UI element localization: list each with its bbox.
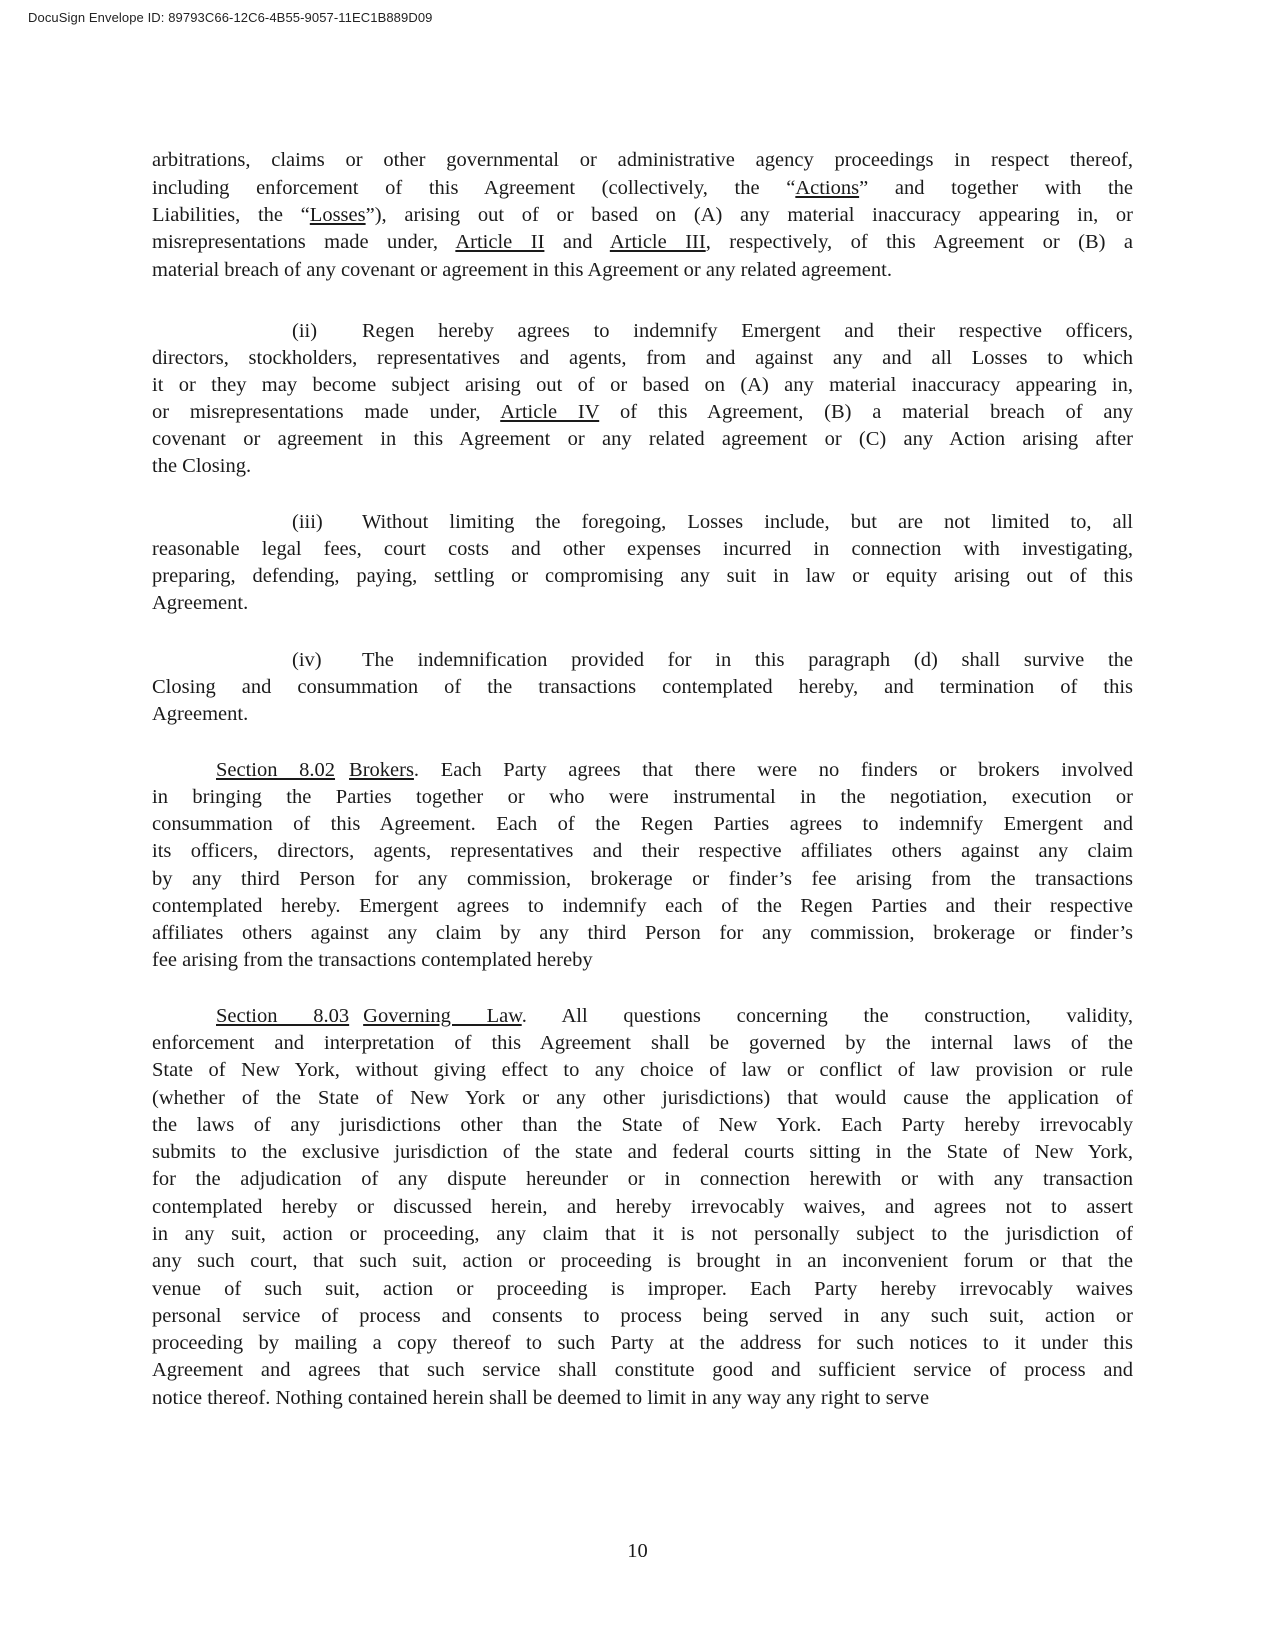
text-run: Agreement. xyxy=(152,592,249,614)
text-line xyxy=(152,1221,1133,1247)
docusign-envelope-id: DocuSign Envelope ID: 89793C66-12C6-4B55-9057-11EC1B889D09 xyxy=(28,10,433,25)
text-run: contemplated hereby. Emergent agrees to indemnify each of the Regen Parties and their respective xyxy=(152,895,1133,917)
text-line xyxy=(152,229,1133,255)
page-number: 10 xyxy=(627,1540,648,1562)
text-line xyxy=(152,1057,1133,1083)
text-run: Closing and consummation of the transactions contemplated hereby, and termination of this xyxy=(152,676,1133,698)
text-line xyxy=(152,453,1133,479)
text-line xyxy=(152,811,1133,837)
text-run: arbitrations, claims or other governmental or administrative agency proceedings in respect thereof, xyxy=(152,149,1133,171)
text-run: material breach of any covenant or agreement in this Agreement or any related agreement. xyxy=(152,259,892,281)
text-line xyxy=(152,563,1133,589)
text-line xyxy=(152,536,1133,562)
text-run: submits to the exclusive jurisdiction of the state and federal courts sitting in the State of New York, xyxy=(152,1141,1133,1163)
text-line xyxy=(152,1166,1133,1192)
subsection-marker: (ii) xyxy=(292,320,318,342)
text-run: in any suit, action or proceeding, any claim that it is not personally subject to the jurisdiction of xyxy=(152,1223,1133,1245)
text-run: reasonable legal fees, court costs and other expenses incurred in connection with investigating, xyxy=(152,538,1133,560)
subsection-marker: (iii) xyxy=(292,511,323,533)
text-run: . Each Party agrees that there were no finders or brokers involved xyxy=(413,759,1133,781)
text-line xyxy=(152,1303,1133,1329)
text-run: by any third Person for any commission, brokerage or finder’s fee arising from the transactions xyxy=(152,868,1133,890)
text-run: the laws of any jurisdictions other than the State of New York. Each Party hereby irrevocably xyxy=(152,1114,1133,1136)
text-run: Agreement. xyxy=(152,703,249,725)
text-line xyxy=(152,590,1133,616)
text-run: and xyxy=(544,231,610,253)
text-line xyxy=(152,1330,1133,1356)
text-line xyxy=(152,426,1133,452)
section-number: Section 8.02 xyxy=(216,759,336,781)
text-run: consummation of this Agreement. Each of the Regen Parties agrees to indemnify Emergent and xyxy=(152,813,1133,835)
text-line xyxy=(152,202,1133,228)
defined-term-underlined: Governing Law xyxy=(363,1005,522,1027)
text-line xyxy=(152,1030,1133,1056)
text-line xyxy=(152,1112,1133,1138)
text-run: proceeding by mailing a copy thereof to such Party at the address for such notices to it under this xyxy=(152,1332,1133,1354)
text-run: State of New York, without giving effect to any choice of law or conflict of law provision or rule xyxy=(152,1059,1133,1081)
text-run: any such court, that such suit, action or proceeding is brought in an inconvenient forum or that the xyxy=(152,1250,1133,1272)
text-line xyxy=(152,838,1133,864)
text-line xyxy=(152,372,1133,398)
text-line xyxy=(152,1385,1133,1411)
text-run: or misrepresentations made under, xyxy=(152,401,501,423)
text-line xyxy=(216,757,1133,783)
text-line xyxy=(292,647,1133,673)
text-line xyxy=(152,784,1133,810)
text-run: fee arising from the transactions contemplated hereby xyxy=(152,949,593,971)
text-run: venue of such suit, action or proceeding is improper. Each Party hereby irrevocably waives xyxy=(152,1278,1133,1300)
text-run: covenant or agreement in this Agreement or any related agreement or (C) any Action arising after xyxy=(152,428,1133,450)
defined-term-underlined: Article IV xyxy=(500,401,600,423)
text-run: its officers, directors, agents, representatives and their respective affiliates others against any claim xyxy=(152,840,1133,862)
text-line xyxy=(216,1003,1133,1029)
text-run: (whether of the State of New York or any other jurisdictions) that would cause the application of xyxy=(152,1087,1133,1109)
defined-term-underlined: Losses xyxy=(309,204,366,226)
text-line xyxy=(152,893,1133,919)
text-line xyxy=(152,866,1133,892)
text-run: ” and together with the xyxy=(859,177,1133,199)
defined-term-underlined: Article II xyxy=(455,231,545,253)
text-run: the Closing. xyxy=(152,455,252,477)
defined-term-underlined: Brokers xyxy=(349,759,414,781)
text-line xyxy=(152,1139,1133,1165)
text-line xyxy=(152,947,1133,973)
text-line xyxy=(152,1194,1133,1220)
text-line xyxy=(152,399,1133,425)
text-run: it or they may become subject arising out of or based on (A) any material inaccuracy appearing in, xyxy=(152,374,1133,396)
text-run: preparing, defending, paying, settling or compromising any suit in law or equity arising out of this xyxy=(152,565,1133,587)
text-line xyxy=(152,1248,1133,1274)
text-line xyxy=(152,345,1133,371)
text-run: Agreement and agrees that such service shall constitute good and sufficient service of process and xyxy=(152,1359,1133,1381)
text-line xyxy=(292,318,1133,344)
text-run: . All questions concerning the construction, validity, xyxy=(521,1005,1133,1027)
text-run: ”), arising out of or based on (A) any material inaccuracy appearing in, or xyxy=(365,204,1133,226)
text-run: notice thereof. Nothing contained herein shall be deemed to limit in any way any right to serve xyxy=(152,1387,930,1409)
text-run: The indemnification provided for in this paragraph (d) shall survive the xyxy=(362,649,1133,671)
text-run: contemplated hereby or discussed herein, and hereby irrevocably waives, and agrees not to assert xyxy=(152,1196,1133,1218)
text-line xyxy=(152,1357,1133,1383)
defined-term-underlined: Article III xyxy=(609,231,706,253)
text-run: Regen hereby agrees to indemnify Emergent and their respective officers, xyxy=(362,320,1133,342)
section-number: Section 8.03 xyxy=(216,1005,350,1027)
text-run: enforcement and interpretation of this Agreement shall be governed by the internal laws of the xyxy=(152,1032,1133,1054)
text-run: misrepresentations made under, xyxy=(152,231,456,253)
text-line xyxy=(152,674,1133,700)
text-line xyxy=(152,1276,1133,1302)
text-run: affiliates others against any claim by any third Person for any commission, brokerage or finder’s xyxy=(152,922,1133,944)
text-run: personal service of process and consents to process being served in any such suit, action or xyxy=(152,1305,1133,1327)
text-line xyxy=(152,920,1133,946)
text-line xyxy=(152,1085,1133,1111)
text-line xyxy=(152,147,1133,173)
text-line xyxy=(152,701,1133,727)
text-run: in bringing the Parties together or who were instrumental in the negotiation, execution or xyxy=(152,786,1133,808)
text-run: for the adjudication of any dispute hereunder or in connection herewith or with any transaction xyxy=(152,1168,1133,1190)
text-run: directors, stockholders, representatives and agents, from and against any and all Losses to which xyxy=(152,347,1133,369)
text-run: of this Agreement, (B) a material breach of any xyxy=(599,401,1134,423)
text-run: Liabilities, the “ xyxy=(152,204,310,226)
text-line xyxy=(152,175,1133,201)
subsection-marker: (iv) xyxy=(292,649,322,671)
text-line xyxy=(292,509,1133,535)
text-run: Without limiting the foregoing, Losses include, but are not limited to, all xyxy=(362,511,1133,533)
text-run: including enforcement of this Agreement (collectively, the “ xyxy=(152,177,796,199)
text-line xyxy=(152,257,1133,283)
defined-term-underlined: Actions xyxy=(795,177,860,199)
text-run: , respectively, of this Agreement or (B) a xyxy=(705,231,1134,253)
